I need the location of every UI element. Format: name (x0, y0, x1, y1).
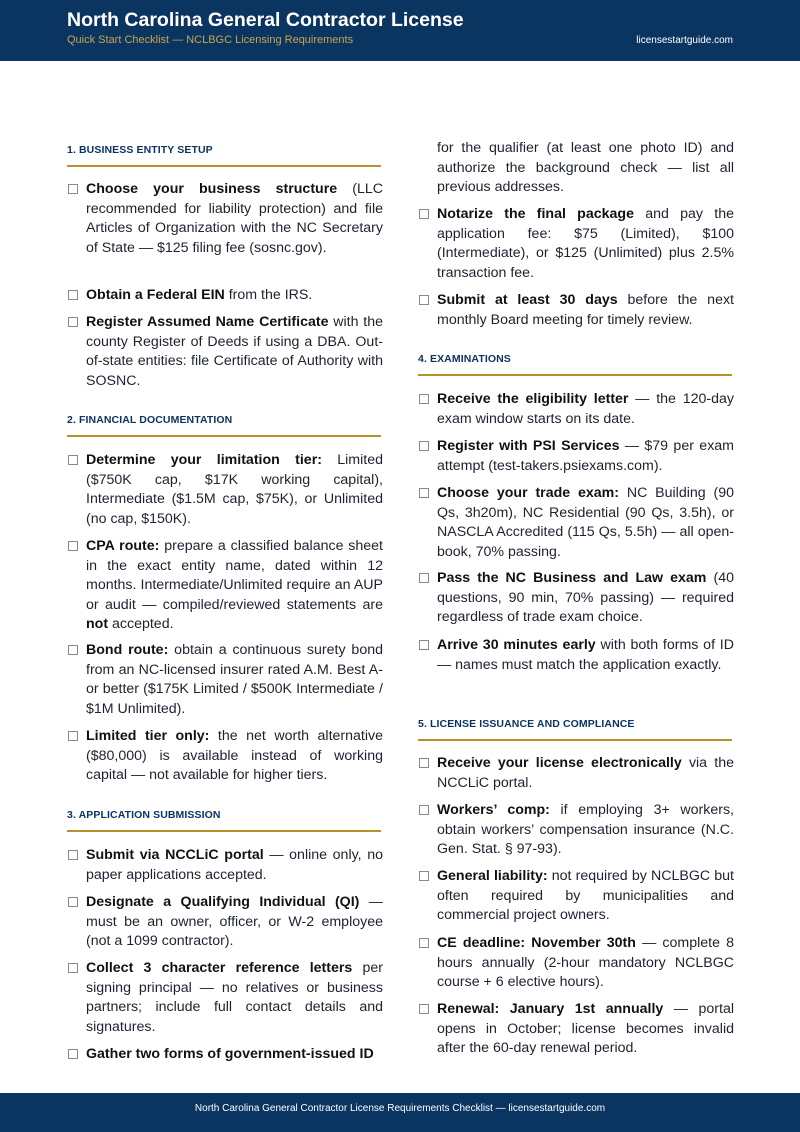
checklist-item (67, 1045, 383, 1065)
checkbox-icon[interactable] (419, 805, 429, 815)
item-text: — $79 per exam attempt (test-takers.psiexams.com). (437, 438, 734, 474)
section-divider (418, 739, 732, 741)
item-text: not required by NCLBGC but often required by municipalities and commercial project owners. (437, 868, 734, 923)
item-text: (LLC recommended for liability protection) and file Articles of Organization with the NC Secretary of State — $125 filing fee (sosnc.gov). (86, 181, 383, 256)
document-title: North Carolina General Contractor License (67, 9, 464, 31)
footer-banner (0, 1093, 800, 1132)
item-heading: Collect 3 character reference letters (86, 960, 353, 976)
checklist-item-continued (418, 139, 734, 198)
checklist-item (418, 291, 734, 330)
checklist-item (67, 286, 383, 306)
checklist-item (67, 846, 383, 885)
item-text: with both forms of ID — names must match the application exactly. (437, 637, 734, 673)
item-text: NC Building (90 Qs, 3h20m), NC Residential (90 Qs, 3.5h), or NASCLA Accredited (115 Qs, 5.5h) — all open-book, 70% passing. (437, 485, 734, 560)
checkbox-icon[interactable] (419, 209, 429, 219)
item-heading: Designate a Qualifying Individual (QI) (86, 894, 360, 910)
section-title: 2. FINANCIAL DOCUMENTATION (67, 414, 233, 426)
checkbox-icon[interactable] (419, 871, 429, 881)
checkbox-icon[interactable] (68, 645, 78, 655)
checklist-item (67, 313, 383, 391)
item-text: via the NCCLiC portal. (437, 755, 734, 791)
checkbox-icon[interactable] (68, 317, 78, 327)
item-heading: Receive your license electronically (437, 755, 682, 771)
section-application-submission (67, 808, 381, 842)
item-text: the net worth alternative ($80,000) is available instead of working capital — not available for higher tiers. (86, 728, 383, 783)
item-heading: Determine your limitation tier: (86, 452, 322, 468)
checkbox-icon[interactable] (68, 184, 78, 194)
item-heading: Pass the NC Business and Law exam (437, 570, 707, 586)
item-text: if employing 3+ workers, obtain workers’ compensation insurance (N.C. Gen. Stat. § 97-93). (437, 802, 735, 857)
checklist-item (418, 390, 734, 429)
item-text: — the 120-day exam window starts on its date. (437, 391, 734, 427)
item-heading: Workers’ comp: (437, 802, 550, 818)
item-heading: Register with PSI Services (437, 438, 620, 454)
checkbox-icon[interactable] (419, 640, 429, 650)
document-subtitle: Quick Start Checklist — NCLBGC Licensing Requirements (67, 34, 354, 46)
checkbox-icon[interactable] (68, 963, 78, 973)
section-divider (418, 374, 732, 376)
checkbox-icon[interactable] (419, 441, 429, 451)
item-text: (40 questions, 90 min, 70% passing) — required regardless of trade exam choice. (437, 570, 734, 625)
checklist-item (418, 569, 734, 628)
checkbox-icon[interactable] (419, 1004, 429, 1014)
section-financial-documentation (67, 413, 381, 447)
checkbox-icon[interactable] (68, 455, 78, 465)
checklist-item (418, 636, 734, 675)
checklist-item (418, 205, 734, 283)
item-text: for the qualifier (at least one photo ID) and authorize the background check — list all previous addresses. (437, 140, 734, 195)
item-emphasis: not (86, 616, 109, 632)
item-text: per signing principal — no relatives or business partners; include full contact details and signatures. (86, 960, 384, 1035)
checkbox-icon[interactable] (68, 850, 78, 860)
checklist-item (418, 1000, 734, 1059)
checklist-item (418, 437, 734, 476)
item-text: prepare a classified balance sheet in the exact entity name, dated within 12 months. Intermediate/Unlimited require an AUP or audit — compiled/reviewed statements are (86, 538, 383, 613)
checkbox-icon[interactable] (419, 295, 429, 305)
section-title: 1. BUSINESS ENTITY SETUP (67, 144, 213, 156)
checkbox-icon[interactable] (419, 488, 429, 498)
item-heading: Bond route: (86, 642, 169, 658)
header-site-link: licensestartguide.com (636, 35, 733, 46)
checklist-item (418, 754, 734, 793)
checklist-item (418, 867, 734, 926)
section-examinations (418, 352, 732, 386)
footer-text: North Carolina General Contractor License Requirements Checklist — licensestartguide.com (194, 1103, 606, 1114)
item-heading: Limited tier only: (86, 728, 210, 744)
item-heading: Notarize the final package (437, 206, 634, 222)
checklist-item (67, 959, 383, 1037)
checklist-item (418, 801, 734, 860)
item-heading: Submit via NCCLiC portal (86, 847, 264, 863)
item-heading: Renewal: January 1st annually (437, 1001, 664, 1017)
checklist-item (67, 180, 383, 258)
item-heading: Receive the eligibility letter (437, 391, 629, 407)
section-business-entity-setup (67, 143, 381, 177)
section-divider (67, 830, 381, 832)
item-heading: CPA route: (86, 538, 160, 554)
item-text: — complete 8 hours annually (2-hour mandatory NCLBGC course + 6 elective hours). (437, 935, 734, 990)
item-heading: General liability: (437, 868, 548, 884)
item-text: — must be an owner, officer, or W-2 employee (not a 1099 contractor). (86, 894, 383, 949)
item-heading: Obtain a Federal EIN (86, 287, 225, 303)
section-title: 5. LICENSE ISSUANCE AND COMPLIANCE (418, 718, 635, 730)
section-divider (67, 435, 381, 437)
section-divider (67, 165, 381, 167)
item-heading: Choose your business structure (86, 181, 338, 197)
checkbox-icon[interactable] (419, 758, 429, 768)
item-text: accepted. (108, 616, 174, 632)
item-text: Limited ($750K cap, $17K working capital), Intermediate ($1.5M cap, $75K), or Unlimited (no cap, $150K). (86, 452, 383, 527)
item-text: — online only, no paper applications accepted. (86, 847, 383, 883)
item-text: from the IRS. (224, 287, 313, 303)
item-heading: Register Assumed Name Certificate (86, 314, 329, 330)
item-text: with the county Register of Deeds if using a DBA. Out-of-state entities: file Certificate of Authority with SOSNC. (86, 314, 383, 389)
checkbox-icon[interactable] (68, 731, 78, 741)
checklist-item (67, 893, 383, 952)
item-heading: Gather two forms of government-issued ID (86, 1046, 374, 1062)
checkbox-icon[interactable] (68, 1049, 78, 1059)
header-banner (0, 0, 800, 61)
section-license-issuance-compliance (418, 717, 732, 751)
checklist-item (67, 641, 383, 719)
item-text: before the next monthly Board meeting for timely review. (437, 292, 734, 328)
item-heading: Choose your trade exam: (437, 485, 619, 501)
checkbox-icon[interactable] (68, 541, 78, 551)
checkbox-icon[interactable] (419, 938, 429, 948)
checkbox-icon[interactable] (68, 290, 78, 300)
item-heading: CE deadline: November 30th (437, 935, 636, 951)
item-text: and pay the application fee: $75 (Limited), $100 (Intermediate), or $125 (Unlimited) plus 2.5% transaction fee. (437, 206, 734, 281)
checklist-item (67, 727, 383, 786)
section-title: 3. APPLICATION SUBMISSION (67, 809, 221, 821)
checklist-item (67, 537, 383, 635)
checkbox-icon[interactable] (68, 897, 78, 907)
checklist-item (418, 484, 734, 562)
checkbox-icon[interactable] (419, 394, 429, 404)
item-heading: Arrive 30 minutes early (437, 637, 596, 653)
section-title: 4. EXAMINATIONS (418, 353, 511, 365)
checklist-item (67, 451, 383, 529)
checklist-item (418, 934, 734, 993)
checkbox-icon[interactable] (419, 573, 429, 583)
item-text: — portal opens in October; license becomes invalid after the 60-day renewal period. (437, 1001, 734, 1056)
item-heading: Submit at least 30 days (437, 292, 618, 308)
item-text: obtain a continuous surety bond from an NC-licensed insurer rated A.M. Best A- or better ($175K Limited / $500K Intermediate / $1M Unlimited). (86, 642, 383, 717)
